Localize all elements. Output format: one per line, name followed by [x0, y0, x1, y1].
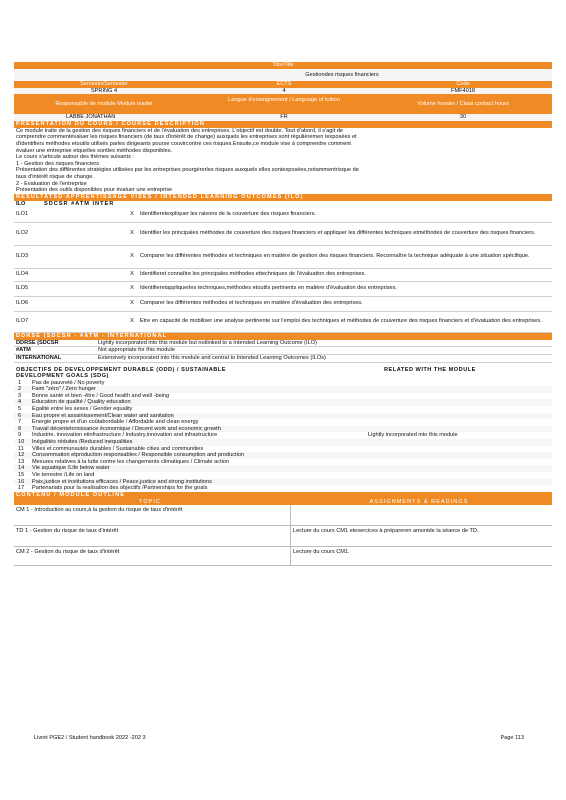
sdg-row [14, 380, 552, 387]
sdg-goal: Education de qualité / Quality education [32, 399, 131, 406]
langue-value: FR [280, 114, 288, 121]
contenu-topic: CM 1 - Introduction au cours,à la gestion du risque de taux d'intérêt [14, 505, 291, 525]
legend-key: DDRSE (SDCSR [16, 339, 59, 346]
contenu-row [14, 547, 552, 566]
course-title: Gestiondes risques financiers [305, 72, 379, 78]
ilo-code: ILO5 [16, 285, 29, 292]
sdg-relation [368, 406, 552, 413]
sdg-row [14, 393, 552, 400]
sdg-row [14, 472, 552, 479]
sdg-relation [368, 439, 552, 446]
sdg-number: 9 [18, 432, 22, 439]
sdg-relation [368, 485, 552, 492]
leader-value-row [14, 114, 552, 121]
sdg-number: 2 [18, 386, 22, 393]
ilo-row [14, 312, 552, 333]
legend-value: Extensively incorporated into this module and central to Intended Learning Outcomes (ILOs) [98, 354, 326, 361]
sdg-relation [368, 393, 552, 400]
sdg-heading-2: DEVELOPMENT GOALS (SDG) [16, 373, 109, 380]
contenu-col-topic: TOPIC [139, 498, 161, 505]
ilo-desc: Identifieretappliquerles techniques,méthodes etoutils pertinents en matière d'évaluation des entreprises. [140, 285, 397, 292]
sdg-goal: Industrie, innovation etinfrastructure / Industry,innovation and infrastructure [32, 432, 218, 439]
ilo-code: ILO2 [16, 230, 29, 237]
sdg-number: 12 [18, 452, 25, 459]
sdg-goal: Pas de pauvreté / No poverty [32, 379, 105, 386]
sdg-table [14, 380, 552, 492]
contenu-assign: Lecture du cours CM1 etexercices à prépareren amontde la séance de TD. [293, 528, 479, 535]
ilo-row [14, 282, 552, 297]
sdg-relation [368, 472, 552, 479]
sdg-relation [368, 399, 552, 406]
sdg-number: 1 [18, 379, 22, 386]
sdg-row [14, 485, 552, 492]
presentation-line: 1 - Gestion des risques financiers [16, 160, 100, 167]
sdg-relation [368, 465, 552, 472]
presentation-line: 2 - Evaluation de l'entreprise [16, 180, 87, 187]
sdg-number: 6 [18, 412, 22, 419]
sdg-goal: Paix,justice et institutions efficaces / Peace,justice and strong institutions [32, 478, 212, 485]
legend-value: Lightly incorporated into this module but notlinked to a Intended Learning Outcome (ILO) [98, 339, 317, 346]
sdg-relation [368, 413, 552, 420]
ilo-desc: Comparer les différentes méthodes et techniques en matière de gestion des risques financiers. Reconnaître la technique adéquate à une situation spécifique. [140, 253, 530, 260]
sdg-row [14, 439, 552, 446]
presentation-line: Présentation des différentes stratégies utilisées par les entreprises pourgérerles risques auxquels elles sontexposées,notammentrisque de [16, 167, 359, 174]
ilo-col-label: ILO [16, 200, 26, 207]
sdg-relation [368, 426, 552, 433]
sdg-row [14, 399, 552, 406]
sdg-heading-right: RELATED WITH THE MODULE [384, 366, 476, 373]
sdg-number: 13 [18, 458, 25, 465]
legend-key: INTERNATIONAL [16, 354, 62, 361]
code-label: Code [456, 81, 470, 87]
title-bar [14, 62, 552, 69]
legend-table [14, 340, 552, 363]
sdg-row [14, 386, 552, 393]
sdg-relation [368, 452, 552, 459]
ilo-desc: Identifieretexpliquer les raisons de la couverture des risques financiers. [140, 211, 316, 218]
ilo-mark: X [130, 211, 134, 218]
contenu-col-assign: ASSIGNMENTS & READINGS [369, 498, 469, 505]
sdg-number: 14 [18, 465, 25, 472]
legend-row [14, 355, 552, 363]
contenu-heading: CONTENU / MODULE OUTLINE [14, 492, 552, 499]
ilo-heading: RESULTATSD'APPRENTISSAGE VISES / INTENDED LEARNING OUTCOMES (ILO) [14, 194, 552, 201]
sdg-row [14, 413, 552, 420]
ilo-row [14, 246, 552, 269]
legend-row [14, 340, 552, 348]
ilo-col-tags: SDCSR #ATM INTER [44, 200, 115, 207]
sdg-row [14, 426, 552, 433]
legend-heading: DDRSE (SDCSR - #ATM - INTERNATIONAL [14, 333, 552, 340]
ilo-mark: X [130, 285, 134, 292]
legend-row [14, 347, 552, 355]
contenu-table [14, 505, 552, 566]
presentation-line: d'identifiers méthodes etoutils utilisés parles dirigeants pourse couvircontre ces risques.Ensuite,ce module vise à comprendre comment [16, 140, 351, 147]
sdg-goal: Mesures relatives à la lutte contre les changements climatiques / Climate action [32, 458, 230, 465]
presentation-text [14, 128, 552, 194]
sdg-goal: Vie terrestre /Life on land [32, 472, 95, 478]
code-value: FMF4018 [451, 87, 475, 94]
sdg-goal: Egalité entre les sexes / Gender equality [32, 406, 133, 413]
volume-label: Volume horaire / Class contact hours [417, 101, 509, 108]
presentation-line: taux d'intérêt risque de change. [16, 173, 94, 180]
sdg-relation [368, 419, 552, 426]
ilo-mark: X [130, 230, 134, 237]
sdg-relation: Lightly incorporated into this module [368, 432, 458, 439]
ilo-row [14, 223, 552, 246]
sdg-number: 11 [18, 445, 24, 452]
ilo-mark: X [130, 300, 134, 307]
sdg-goal: Energie propre et d'un coûtabordable / Affordable and clean energy [32, 419, 199, 426]
sdg-row [14, 459, 552, 466]
sdg-number: 8 [18, 425, 22, 432]
sdg-number: 7 [18, 419, 22, 426]
sdg-goal: Vie aquatique /Life below water [32, 465, 110, 472]
sdg-relation [368, 386, 552, 393]
ilo-table [14, 208, 552, 333]
sdg-row [14, 479, 552, 486]
ilo-code: ILO3 [16, 253, 29, 260]
contenu-row [14, 526, 552, 547]
responsable-value: LABBE JONATHAN [66, 114, 116, 121]
sdg-number: 5 [18, 406, 22, 413]
course-sheet [14, 62, 552, 566]
sdg-heading [14, 367, 552, 380]
footer-right: Page 113 [500, 735, 524, 741]
contenu-columns [14, 499, 552, 506]
sdg-number: 4 [18, 399, 22, 406]
presentation-line: Le cours s'articule autour des thèmes suivants : [16, 154, 134, 161]
semester-label: SemestreSemester [80, 81, 128, 87]
sdg-relation [368, 459, 552, 466]
sdg-goal: Villes et communautés durables / Sustainable cities and communities [32, 445, 204, 452]
course-title-row [14, 69, 552, 81]
ilo-row [14, 208, 552, 223]
sdg-row [14, 406, 552, 413]
sdg-number: 15 [18, 472, 25, 478]
ilo-code: ILO6 [16, 300, 29, 307]
sdg-row [14, 452, 552, 459]
langue-label: Langue d'enseignement / Language of tuition [228, 97, 340, 104]
sdg-row [14, 465, 552, 472]
sdg-relation [368, 380, 552, 387]
sdg-number: 17 [18, 485, 25, 492]
ilo-desc: Identifieret connaître les principales méthodes ettechniques de l'évaluation des entreprises. [140, 271, 366, 278]
ilo-desc: Comparer les différentes méthodes et techniques en matière d'évaluation des entreprises. [140, 300, 363, 307]
sdg-relation [368, 479, 552, 486]
presentation-line: évaluer une entreprise etquelles sontles méthodes disponibles. [16, 147, 173, 154]
ilo-desc: Identifier les principales méthodes de couverture des risques financiers et appliquer les différentes techniques etméthodes de couverture des risques financiers. [140, 230, 536, 237]
contenu-topic: TD 1 - Gestion du risque de taux d'intérêt [14, 526, 291, 546]
sdg-goal: Bonne santé et bien -être / Good health and well -being [32, 392, 170, 399]
presentation-line: Présentation des outils disponibles pour évaluer une entreprise [16, 187, 173, 194]
presentation-heading: PRESENTATION DU COURS / COURSE DESCRIPTION [14, 121, 552, 128]
sdg-goal: Travail décentetcroissance économique / Decent work and economic growth [32, 425, 221, 432]
ilo-columns [14, 201, 552, 208]
contenu-assign [291, 505, 552, 525]
sdg-row [14, 419, 552, 426]
page-footer [34, 735, 524, 741]
ilo-mark: X [130, 271, 134, 278]
ilo-desc: Etre en capacité de mobiliser une analyse pertinente sur l'emploi des techniques et méthodes de couverture des risques financiers et d'évaluation des entreprises. [140, 318, 542, 325]
ects-value: 4 [282, 87, 286, 94]
sdg-number: 3 [18, 392, 22, 399]
sdg-goal: Partenariats pour la realisation des objectifs /Partnerships for the goals [32, 485, 208, 492]
presentation-line: Ce module traite de la gestion des risques financiers et de l'évaluation des entreprises. L'objectif est double. Tout d'abord, il s'agit de [16, 127, 343, 134]
ilo-mark: X [130, 318, 134, 325]
semester-value: SPRING 4 [90, 87, 118, 94]
ilo-row [14, 269, 552, 282]
sdg-number: 10 [18, 439, 25, 446]
semester-value-row [14, 88, 552, 95]
ilo-code: ILO1 [16, 211, 29, 218]
sdg-heading-1: OBJECTIFS DE DEVELOPPEMENT DURABLE (ODD) / SUSTAINABLE [16, 366, 226, 373]
ects-label: ECTS [276, 81, 292, 87]
legend-value: Not appropriate for this module [98, 347, 175, 354]
sdg-goal: Consommation etproduction responsables / Responsible consumption and production [32, 452, 245, 459]
footer-left: Livret PGE2 / Student handbook 2022 -202 3 [34, 735, 146, 741]
sdg-number: 16 [18, 478, 25, 485]
contenu-topic: CM 2 - Gestion du risque de taux d'intérêt [14, 547, 291, 565]
leader-header-row [14, 94, 552, 114]
sdg-goal: Faim "zéro" / Zero hunger [32, 386, 96, 393]
ilo-row [14, 297, 552, 312]
presentation-line: comprendre commentévaluer les risques financiers (de taux d'intérêt de change) auxquels les entreprises sont régulièremen texposées et [16, 134, 357, 141]
volume-value: 30 [459, 114, 467, 121]
sdg-goal: Inégalités réduites /Reduced inequalities [32, 439, 133, 446]
ilo-code: ILO4 [16, 271, 29, 278]
semester-header-row [14, 81, 552, 88]
title-label: TitreTitle [272, 62, 294, 68]
responsable-label: Responsable de module Module leader [55, 101, 153, 108]
contenu-row [14, 505, 552, 526]
sdg-goal: Eau propre et assainissement/Clean water and sanitation [32, 412, 174, 419]
sdg-row [14, 432, 552, 439]
sdg-relation [368, 446, 552, 453]
legend-key: #ATM [16, 347, 31, 354]
contenu-assign: Lecture du cours CM1. [293, 549, 350, 556]
ilo-mark: X [130, 253, 134, 260]
ilo-code: ILO7 [16, 318, 29, 325]
sdg-row [14, 446, 552, 453]
